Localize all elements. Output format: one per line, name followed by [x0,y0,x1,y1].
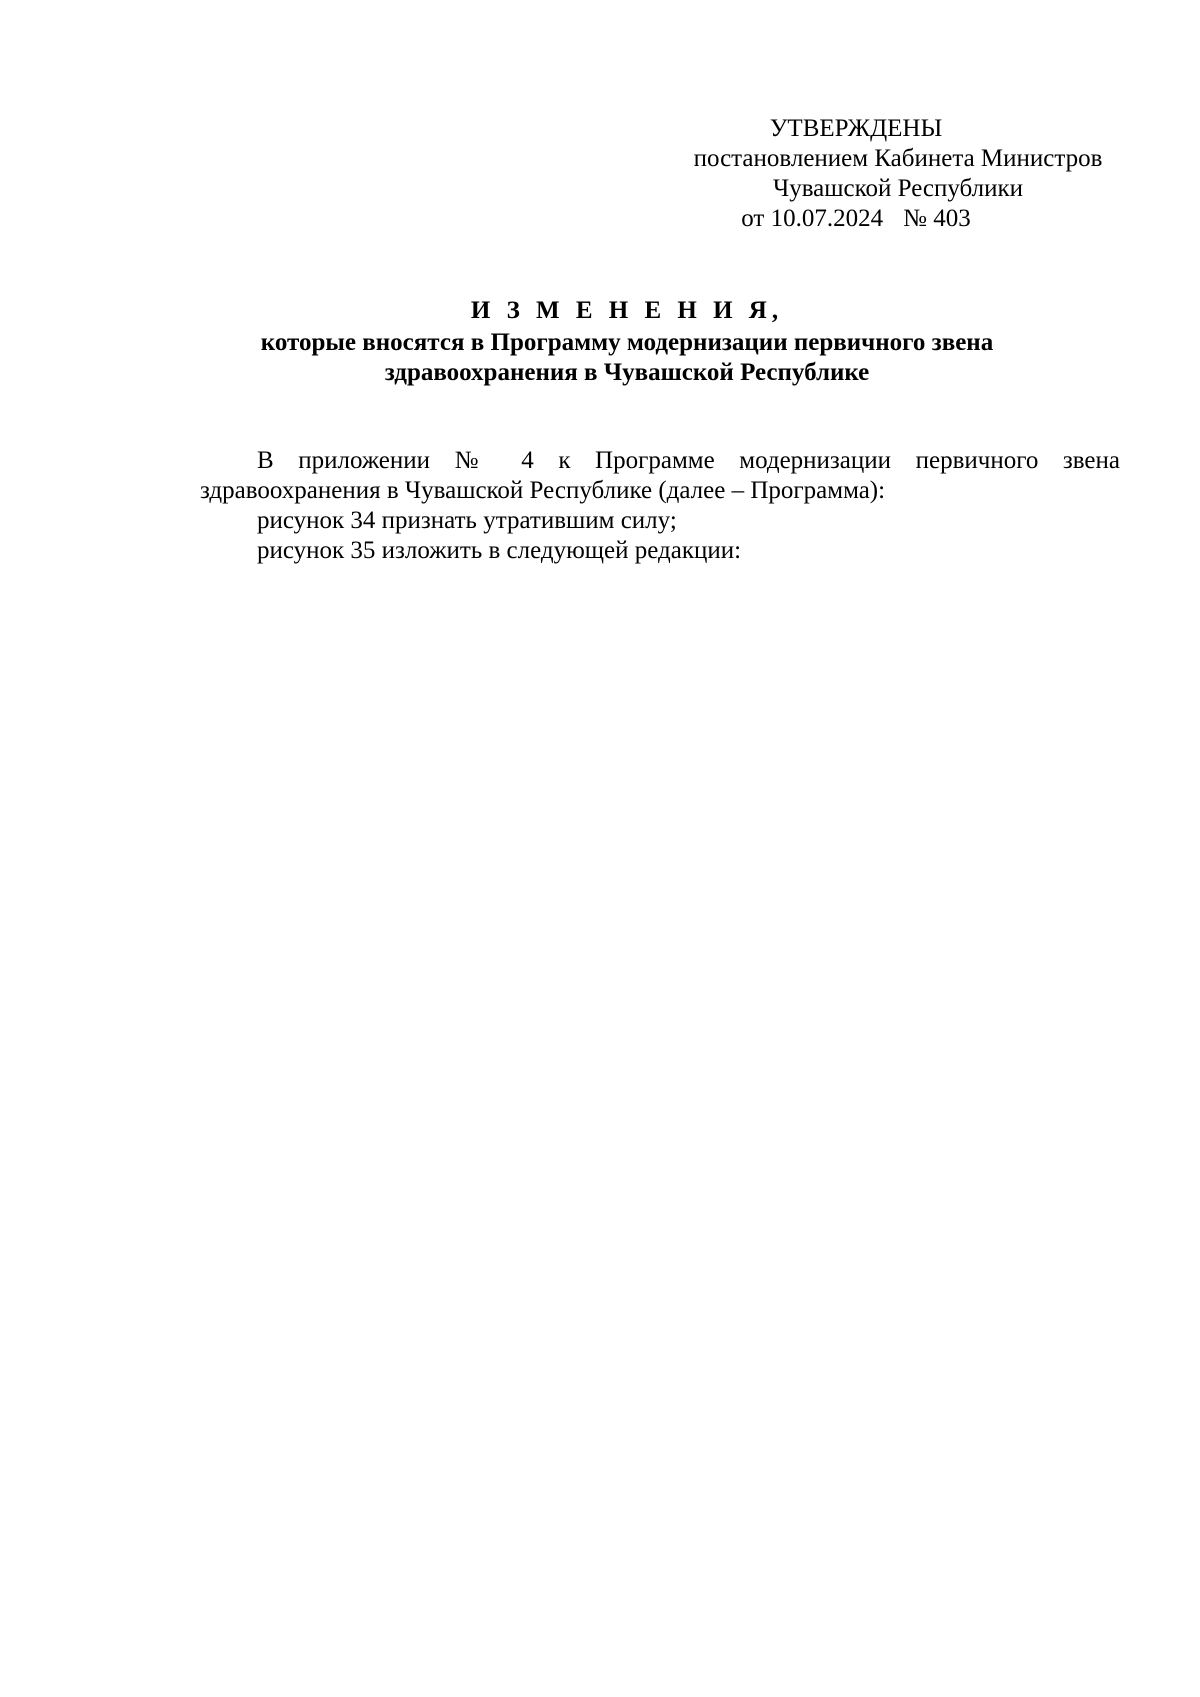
approval-line-2: Чувашской Республики [772,175,1024,202]
approval-line-1: постановлением Кабинета Министров [693,145,1103,172]
title-subtitle-line-2: здравоохранения в Чувашской Республике [384,359,870,386]
body-paragraph-3: рисунок 35 изложить в следующей редакции: [257,537,742,564]
body-paragraph-2: рисунок 34 признать утратившим силу; [257,507,677,534]
title-heading: И З М Е Н Е Н И Я, [470,297,784,324]
approval-date-row [604,204,1108,234]
approval-stamp [688,114,1108,234]
approval-number: № 403 [903,205,971,232]
body-paragraph-1: В приложении № 4 к Программе модернизации первичного звена здравоохранения в Чувашской Республике (далее – Программа): [200,447,1120,504]
approval-status: УТВЕРЖДЕНЫ [769,115,943,142]
document-body [200,446,1120,566]
approval-date: от 10.07.2024 [741,205,884,232]
title-subtitle-line-1: которые вносятся в Программу модернизации первичного звена [260,329,994,356]
document-title [200,296,1054,388]
